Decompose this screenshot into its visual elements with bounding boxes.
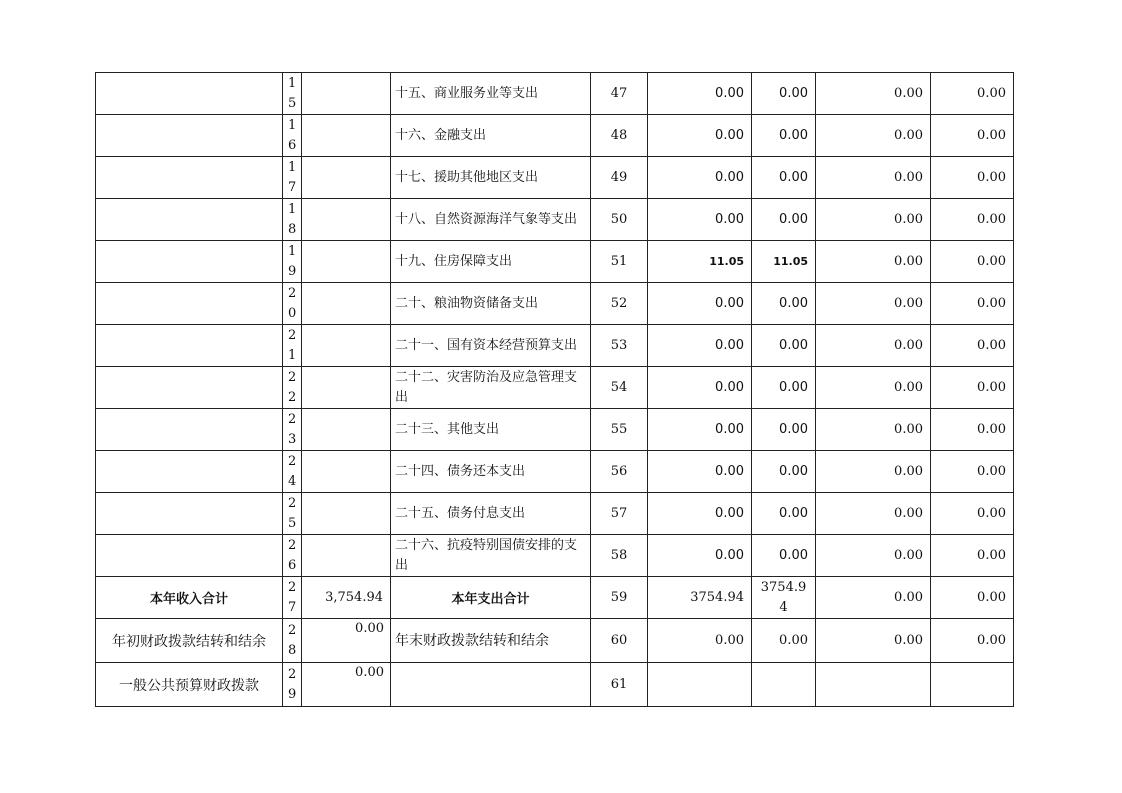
value-cell: 0.00 <box>816 577 931 619</box>
value-cell: 0.00 <box>648 73 752 115</box>
value-cell: 0.00 <box>931 409 1014 451</box>
line-no-cell: 49 <box>591 157 648 199</box>
value-cell: 0.00 <box>752 115 816 157</box>
value-cell <box>816 663 931 707</box>
value-cell: 0.00 <box>816 367 931 409</box>
value-cell: 0.00 <box>752 199 816 241</box>
table-row <box>96 367 1014 409</box>
value-cell: 0.00 <box>816 409 931 451</box>
income-value-cell <box>302 157 391 199</box>
value-cell <box>648 663 752 707</box>
table-row <box>96 325 1014 367</box>
line-no-cell: 58 <box>591 535 648 577</box>
income-total-value: 3,754.94 <box>302 577 391 619</box>
value-cell: 0.00 <box>931 535 1014 577</box>
value-cell: 0.00 <box>931 367 1014 409</box>
value-cell <box>931 663 1014 707</box>
expense-carry-label: 年末财政拨款结转和结余 <box>391 619 591 663</box>
value-cell: 0.00 <box>816 157 931 199</box>
income-value-cell <box>302 73 391 115</box>
value-cell: 0.00 <box>648 535 752 577</box>
expense-item-cell: 十七、援助其他地区支出 <box>391 157 591 199</box>
expense-item-cell: 十八、自然资源海洋气象等支出 <box>391 199 591 241</box>
seq-cell: 26 <box>283 535 302 577</box>
table-row <box>96 199 1014 241</box>
expense-total-label: 本年支出合计 <box>391 577 591 619</box>
seq-cell: 23 <box>283 409 302 451</box>
value-cell: 0.00 <box>816 73 931 115</box>
value-cell: 0.00 <box>931 157 1014 199</box>
value-cell: 0.00 <box>752 157 816 199</box>
value-cell: 0.00 <box>816 493 931 535</box>
seq-cell: 21 <box>283 325 302 367</box>
line-no-cell: 47 <box>591 73 648 115</box>
seq-cell: 27 <box>283 577 302 619</box>
value-cell: 3754.94 <box>648 577 752 619</box>
income-total-label: 本年收入合计 <box>96 577 283 619</box>
income-item-cell <box>96 199 283 241</box>
general-budget-label: 一般公共预算财政拨款 <box>96 663 283 707</box>
value-cell: 0.00 <box>752 283 816 325</box>
value-cell: 0.00 <box>648 493 752 535</box>
value-cell: 0.00 <box>931 241 1014 283</box>
income-carry-value: 0.00 <box>302 619 391 663</box>
seq-cell: 17 <box>283 157 302 199</box>
value-cell: 0.00 <box>752 325 816 367</box>
expense-item-cell: 二十五、债务付息支出 <box>391 493 591 535</box>
value-cell <box>752 663 816 707</box>
seq-cell: 29 <box>283 663 302 707</box>
income-item-cell <box>96 451 283 493</box>
value-cell: 0.00 <box>752 619 816 663</box>
value-cell: 0.00 <box>931 325 1014 367</box>
value-cell: 0.00 <box>931 283 1014 325</box>
value-cell: 0.00 <box>931 493 1014 535</box>
seq-cell: 20 <box>283 283 302 325</box>
value-cell: 3754.94 <box>752 577 816 619</box>
expense-item-cell <box>391 663 591 707</box>
table-row <box>96 115 1014 157</box>
seq-cell: 16 <box>283 115 302 157</box>
value-cell: 0.00 <box>648 619 752 663</box>
seq-cell: 25 <box>283 493 302 535</box>
line-no-cell: 60 <box>591 619 648 663</box>
value-cell: 0.00 <box>931 73 1014 115</box>
value-cell: 0.00 <box>816 619 931 663</box>
value-cell: 0.00 <box>648 115 752 157</box>
table-row <box>96 73 1014 115</box>
income-value-cell <box>302 409 391 451</box>
income-value-cell <box>302 493 391 535</box>
income-item-cell <box>96 115 283 157</box>
line-no-cell: 48 <box>591 115 648 157</box>
income-value-cell <box>302 115 391 157</box>
line-no-cell: 55 <box>591 409 648 451</box>
line-no-cell: 61 <box>591 663 648 707</box>
income-value-cell <box>302 367 391 409</box>
value-cell: 0.00 <box>931 115 1014 157</box>
income-item-cell <box>96 73 283 115</box>
value-cell: 0.00 <box>752 409 816 451</box>
table-row <box>96 409 1014 451</box>
value-cell: 0.00 <box>931 199 1014 241</box>
table-row <box>96 493 1014 535</box>
value-cell: 0.00 <box>752 451 816 493</box>
income-item-cell <box>96 493 283 535</box>
income-item-cell <box>96 409 283 451</box>
value-cell: 0.00 <box>648 451 752 493</box>
expense-item-cell: 二十二、灾害防治及应急管理支出 <box>391 367 591 409</box>
expense-item-cell: 十九、住房保障支出 <box>391 241 591 283</box>
line-no-cell: 51 <box>591 241 648 283</box>
seq-cell: 24 <box>283 451 302 493</box>
table-row <box>96 241 1014 283</box>
table-row <box>96 535 1014 577</box>
seq-cell: 18 <box>283 199 302 241</box>
expense-item-cell: 十六、金融支出 <box>391 115 591 157</box>
line-no-cell: 52 <box>591 283 648 325</box>
income-value-cell <box>302 241 391 283</box>
income-item-cell <box>96 325 283 367</box>
value-cell: 0.00 <box>931 577 1014 619</box>
income-item-cell <box>96 157 283 199</box>
value-cell: 0.00 <box>752 367 816 409</box>
value-cell: 0.00 <box>931 451 1014 493</box>
value-cell: 11.05 <box>648 241 752 283</box>
income-item-cell <box>96 535 283 577</box>
value-cell: 0.00 <box>816 325 931 367</box>
general-budget-value: 0.00 <box>302 663 391 707</box>
expense-item-cell: 二十、粮油物资储备支出 <box>391 283 591 325</box>
expense-item-cell: 二十四、债务还本支出 <box>391 451 591 493</box>
value-cell: 0.00 <box>648 199 752 241</box>
carryover-row <box>96 619 1014 663</box>
expense-item-cell: 十五、商业服务业等支出 <box>391 73 591 115</box>
income-value-cell <box>302 451 391 493</box>
income-item-cell <box>96 241 283 283</box>
line-no-cell: 57 <box>591 493 648 535</box>
income-value-cell <box>302 325 391 367</box>
seq-cell: 15 <box>283 73 302 115</box>
value-cell: 0.00 <box>752 493 816 535</box>
value-cell: 0.00 <box>648 283 752 325</box>
total-row <box>96 577 1014 619</box>
line-no-cell: 59 <box>591 577 648 619</box>
final-accounts-table <box>95 72 1014 707</box>
line-no-cell: 56 <box>591 451 648 493</box>
value-cell: 0.00 <box>816 451 931 493</box>
value-cell: 0.00 <box>816 241 931 283</box>
table-row <box>96 157 1014 199</box>
income-value-cell <box>302 199 391 241</box>
seq-cell: 19 <box>283 241 302 283</box>
seq-cell: 22 <box>283 367 302 409</box>
value-cell: 0.00 <box>816 535 931 577</box>
table-row <box>96 451 1014 493</box>
value-cell: 0.00 <box>648 409 752 451</box>
value-cell: 0.00 <box>752 73 816 115</box>
expense-item-cell: 二十六、抗疫特别国债安排的支出 <box>391 535 591 577</box>
line-no-cell: 54 <box>591 367 648 409</box>
income-item-cell <box>96 283 283 325</box>
value-cell: 0.00 <box>648 325 752 367</box>
value-cell: 0.00 <box>648 157 752 199</box>
income-value-cell <box>302 535 391 577</box>
table-row <box>96 283 1014 325</box>
seq-cell: 28 <box>283 619 302 663</box>
income-item-cell <box>96 367 283 409</box>
expense-item-cell: 二十一、国有资本经营预算支出 <box>391 325 591 367</box>
value-cell: 0.00 <box>648 367 752 409</box>
expense-item-cell: 二十三、其他支出 <box>391 409 591 451</box>
income-carry-label: 年初财政拨款结转和结余 <box>96 619 283 663</box>
line-no-cell: 50 <box>591 199 648 241</box>
value-cell: 0.00 <box>816 283 931 325</box>
line-no-cell: 53 <box>591 325 648 367</box>
income-value-cell <box>302 283 391 325</box>
value-cell: 0.00 <box>816 115 931 157</box>
general-budget-row <box>96 663 1014 707</box>
value-cell: 11.05 <box>752 241 816 283</box>
value-cell: 0.00 <box>816 199 931 241</box>
value-cell: 0.00 <box>752 535 816 577</box>
value-cell: 0.00 <box>931 619 1014 663</box>
